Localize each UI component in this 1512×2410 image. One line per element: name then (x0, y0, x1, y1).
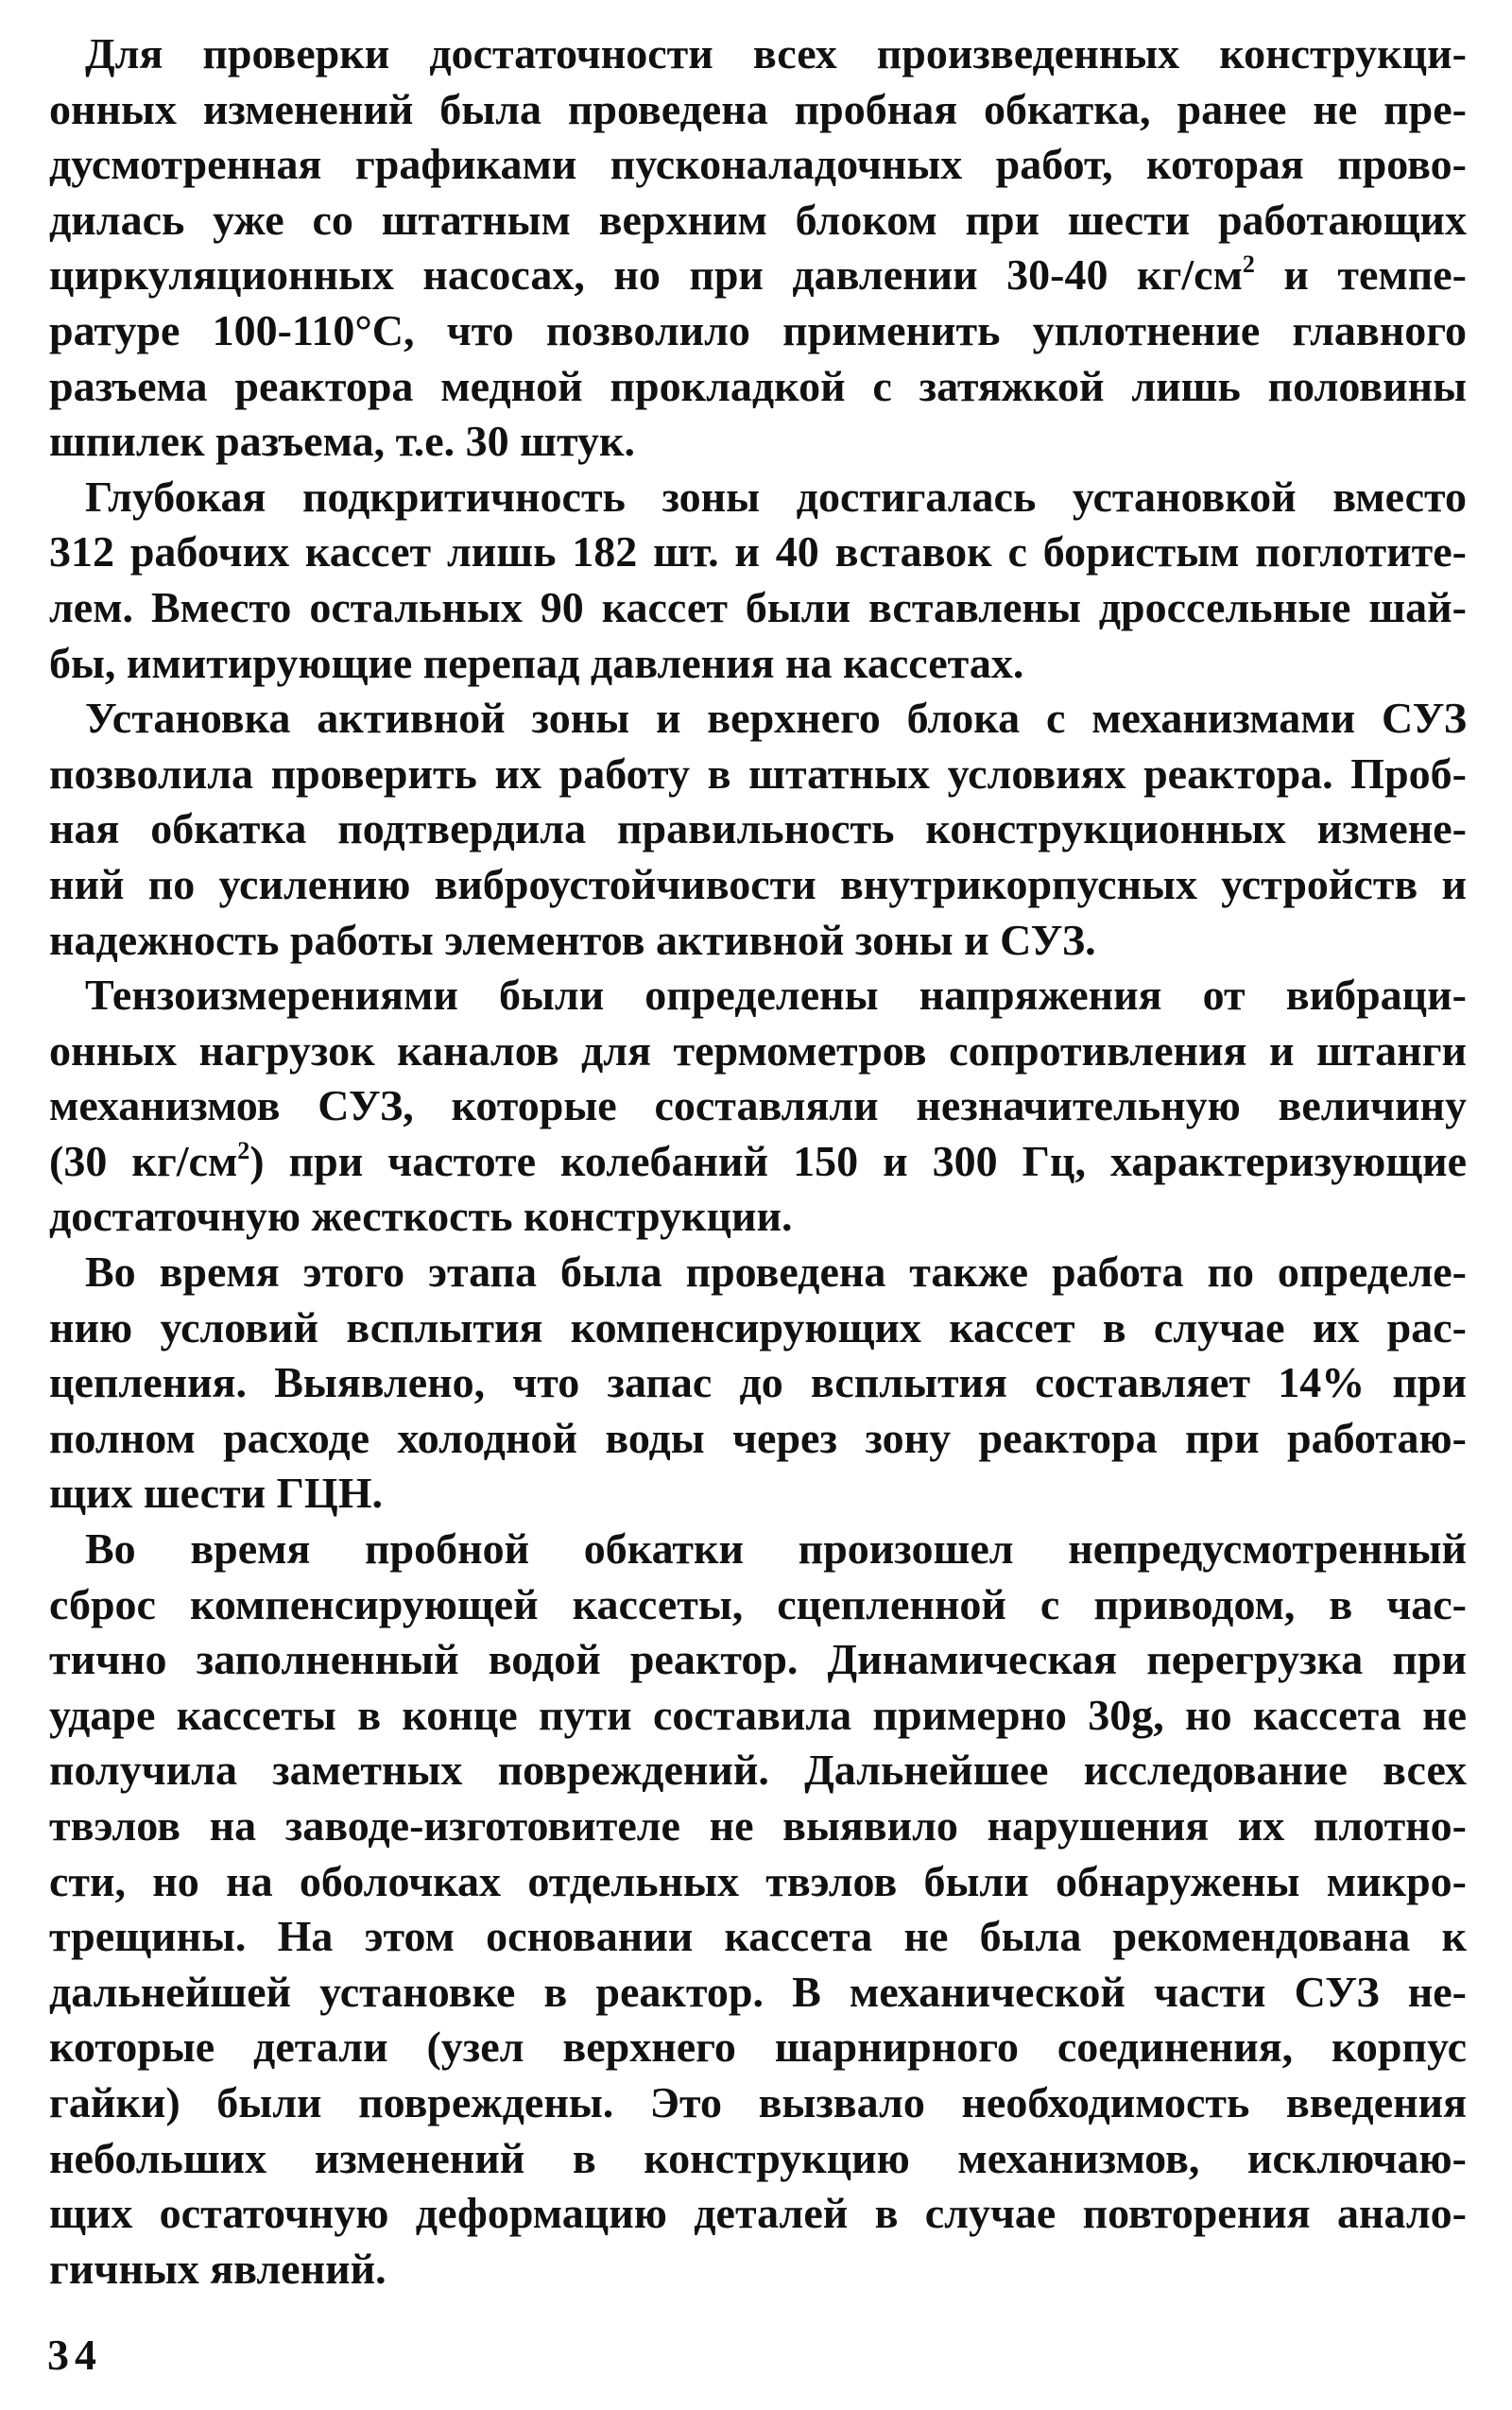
text-line: небольших изменений в конструкцию механизмов, исключаю- (49, 2133, 1467, 2182)
text-line: трещины. На этом основании кассета не была рекомендована к (49, 1912, 1467, 1961)
text-line: твэлов на заводе-изготовителе не выявило нарушения их плотно- (49, 1801, 1467, 1850)
text-line: тично заполненный водой реактор. Динамическая перегрузка при (49, 1635, 1467, 1684)
text-line: сти, но на оболочках отдельных твэлов были обнаружены микро- (49, 1856, 1467, 1905)
text-line: нию условий всплытия компенсирующих кассет в случае их рас- (49, 1302, 1467, 1351)
text-line: Во время этого этапа была проведена также работа по определе- (85, 1248, 1467, 1297)
text-line: онных изменений была проведена пробная обкатка, ранее не пре- (49, 84, 1467, 133)
text-line: надежность работы элементов активной зоны и СУЗ. (49, 915, 1096, 964)
paragraph (49, 691, 1467, 968)
paragraph (49, 26, 1467, 470)
text-line: ратуре 100-110°С, что позволило применить уплотнение главного (49, 305, 1467, 354)
text-line: полном расходе холодной воды через зону реактора при работаю- (49, 1413, 1467, 1462)
text-line: ударе кассеты в конце пути составила примерно 30g, но кассета не (49, 1690, 1467, 1739)
text-line: циркуляционных насосах, но при давлении 30-40 $кг/см^2$ и темпе- (49, 250, 1467, 300)
text-line: позволила проверить их работу в штатных условиях реактора. Проб- (49, 749, 1467, 798)
text-line: достаточную жесткость конструкции. (49, 1192, 793, 1241)
text-line: 312 рабочих кассет лишь 182 шт. и 40 вставок с бористым поглотите- (49, 527, 1467, 577)
paragraph (49, 1245, 1467, 1522)
text-line: шпилек разъема, т.е. 30 штук. (49, 417, 635, 466)
body-text (49, 26, 1467, 2297)
paragraph (49, 1522, 1467, 2297)
text-line: бы, имитирующие перепад давления на кассетах. (49, 638, 1024, 687)
text-line: сброс компенсирующей кассеты, сцепленной с приводом, в час- (49, 1579, 1467, 1628)
text-line: щих шести ГЦН. (49, 1469, 383, 1518)
page-number: 34 (47, 2331, 102, 2379)
text-line: дальнейшей установке в реактор. В механической части СУЗ не- (49, 1967, 1467, 2016)
text-line: онных нагрузок каналов для термометров сопротивления и штанги (49, 1025, 1467, 1075)
text-line: гичных явлений. (49, 2244, 387, 2293)
text-line: Установка активной зоны и верхнего блока с механизмами СУЗ (85, 694, 1467, 743)
paragraph (49, 968, 1467, 1245)
text-line: механизмов СУЗ, которые составляли незначительную величину (49, 1081, 1467, 1130)
text-line: Во время пробной обкатки произошел непредусмотренный (85, 1524, 1467, 1574)
text-line: гайки) были повреждены. Это вызвало необходимость введения (49, 2077, 1467, 2126)
text-line: дусмотренная графиками пусконаладочных работ, которая прово- (49, 140, 1467, 189)
text-line: ний по усилению виброустойчивости внутрикорпусных устройств и (49, 859, 1467, 908)
text-line: цепления. Выявлено, что запас до всплытия составляет 14% при (49, 1358, 1467, 1407)
text-line: получила заметных повреждений. Дальнейшее исследование всех (49, 1746, 1467, 1795)
text-line: Тензоизмерениями были определены напряжения от вибраци- (85, 971, 1467, 1020)
text-line: ная обкатка подтвердила правильность конструкционных измене- (49, 804, 1467, 853)
text-line: разъема реактора медной прокладкой с затяжкой лишь половины (49, 361, 1467, 410)
paragraph (49, 470, 1467, 691)
text-line: Глубокая подкритичность зоны достигалась установкой вместо (85, 472, 1467, 521)
text-line: щих остаточную деформацию деталей в случае повторения анало- (49, 2189, 1467, 2238)
text-line: которые детали (узел верхнего шарнирного соединения, корпус (49, 2023, 1467, 2072)
text-line: дилась уже со штатным верхним блоком при шести работающих (49, 195, 1467, 244)
text-line: лем. Вместо остальных 90 кассет были вставлены дроссельные шай- (49, 582, 1467, 631)
text-line: Для проверки достаточности всех произведенных конструкци- (85, 29, 1467, 77)
text-line: (30 $кг/см^2$) при частоте колебаний 150 и 300 Гц, характеризующие (49, 1136, 1467, 1185)
